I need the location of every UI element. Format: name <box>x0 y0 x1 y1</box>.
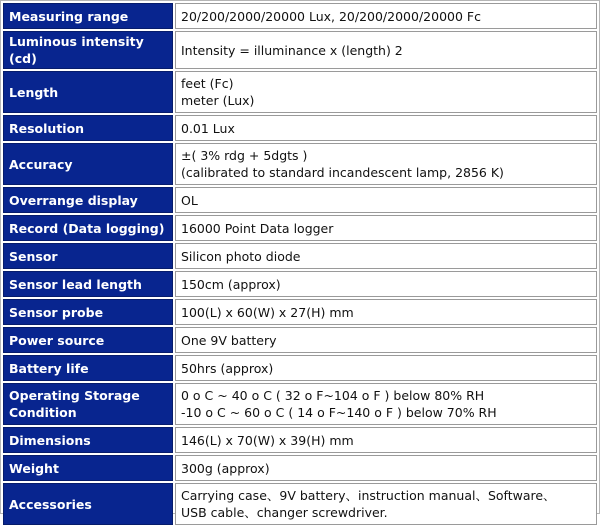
row-label: Sensor probe <box>3 299 173 325</box>
value-line: One 9V battery <box>181 332 277 348</box>
value-line: 16000 Point Data logger <box>181 220 334 236</box>
spec-row-weight <box>3 455 597 481</box>
spec-row-sensor <box>3 243 597 269</box>
value-line: USB cable、changer screwdriver. <box>181 505 388 520</box>
row-label: Operating Storage Condition <box>3 383 173 425</box>
row-value <box>175 31 597 69</box>
row-value <box>175 299 597 325</box>
row-value <box>175 187 597 213</box>
spec-row-measuring-range <box>3 3 597 29</box>
spec-row-power-source <box>3 327 597 353</box>
value-line: -10 o C ~ 60 o C ( 14 o F~140 o F ) below 70% RH <box>181 405 497 420</box>
row-value <box>175 271 597 297</box>
spec-row-length <box>3 71 597 113</box>
value-line: 150cm (approx) <box>181 276 281 292</box>
row-value <box>175 3 597 29</box>
row-label: Sensor <box>3 243 173 269</box>
row-label: Length <box>3 71 173 113</box>
value-line: Intensity = illuminance x (length) 2 <box>181 42 403 58</box>
spec-row-overrange-display <box>3 187 597 213</box>
spec-row-record <box>3 215 597 241</box>
value-line: 146(L) x 70(W) x 39(H) mm <box>181 432 354 448</box>
row-value <box>175 427 597 453</box>
row-value <box>175 383 597 425</box>
spec-row-accessories <box>3 483 597 525</box>
row-label: Dimensions <box>3 427 173 453</box>
value-line: 50hrs (approx) <box>181 360 274 376</box>
row-value <box>175 455 597 481</box>
spec-table <box>1 1 599 527</box>
row-value <box>175 71 597 113</box>
row-label: Record (Data logging) <box>3 215 173 241</box>
value-line: 100(L) x 60(W) x 27(H) mm <box>181 304 354 320</box>
spec-row-battery-life <box>3 355 597 381</box>
row-value <box>175 143 597 185</box>
row-value <box>175 327 597 353</box>
row-label: Battery life <box>3 355 173 381</box>
value-line: (calibrated to standard incandescent lamp, 2856 K) <box>181 165 504 180</box>
spec-row-sensor-probe <box>3 299 597 325</box>
spec-row-sensor-lead-length <box>3 271 597 297</box>
value-line: OL <box>181 192 198 208</box>
row-label: Power source <box>3 327 173 353</box>
row-value <box>175 483 597 525</box>
row-value <box>175 115 597 141</box>
value-line: 0 o C ~ 40 o C ( 32 o F~104 o F ) below 80% RH <box>181 388 485 403</box>
row-label: Sensor lead length <box>3 271 173 297</box>
row-label: Resolution <box>3 115 173 141</box>
value-line: 300g (approx) <box>181 460 270 476</box>
row-value <box>175 243 597 269</box>
value-line: feet (Fc) <box>181 76 234 91</box>
value-line: Silicon photo diode <box>181 248 301 264</box>
row-value <box>175 355 597 381</box>
spec-row-accuracy <box>3 143 597 185</box>
row-label: Luminous intensity (cd) <box>3 31 173 69</box>
row-value <box>175 215 597 241</box>
row-label: Overrange display <box>3 187 173 213</box>
spec-row-dimensions <box>3 427 597 453</box>
value-line: 0.01 Lux <box>181 120 235 136</box>
row-label: Measuring range <box>3 3 173 29</box>
row-label: Accuracy <box>3 143 173 185</box>
value-line: meter (Lux) <box>181 93 255 108</box>
value-line: Carrying case、9V battery、instruction manual、Software、 <box>181 488 556 503</box>
spec-row-resolution <box>3 115 597 141</box>
value-line: 20/200/2000/20000 Lux, 20/200/2000/20000 Fc <box>181 8 481 24</box>
spec-row-luminous-intensity <box>3 31 597 69</box>
spec-row-operating-storage <box>3 383 597 425</box>
row-label: Accessories <box>3 483 173 525</box>
value-line: ±( 3% rdg + 5dgts ) <box>181 148 308 163</box>
row-label: Weight <box>3 455 173 481</box>
